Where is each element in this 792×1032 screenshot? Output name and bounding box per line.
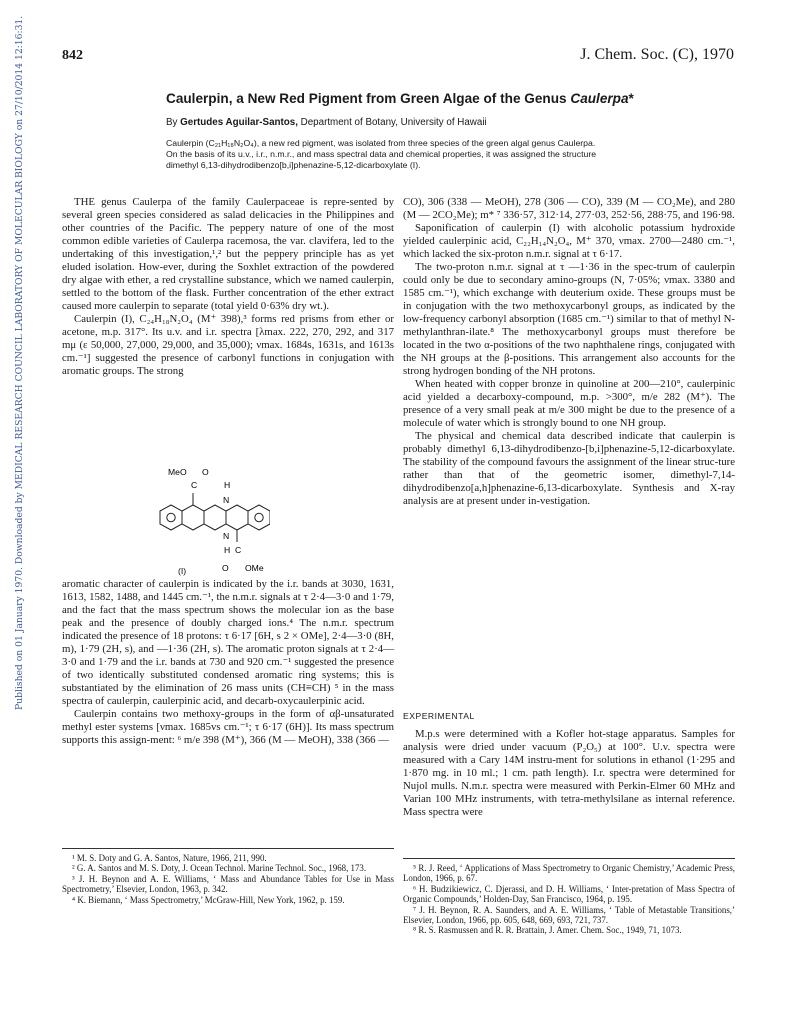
footnote: ⁷ J. H. Beynon, R. A. Saunders, and A. E. Williams, ‘ Table of Metastable Transitions,’ Elsevier, London, 1966, pp. 605, 648, 669, 693, 721, 737.	[403, 904, 735, 926]
label-c-bottom: C	[235, 545, 242, 555]
download-watermark-text: Published on 01 January 1970. Downloaded by MEDICAL RESEARCH COUNCIL LABORATORY OF MOLECULAR BIOLOGY on 27/10/2014 12:16:31.	[14, 15, 25, 710]
label-o-bottom: O	[222, 563, 229, 573]
footnote: ¹ M. S. Doty and G. A. Santos, Nature, 1966, 211, 990.	[72, 853, 267, 863]
abstract-line: On the basis of its u.v., i.r., n.m.r., and mass spectral data and chemical properties, it was assigned the structure	[166, 149, 597, 159]
byline-prefix: By	[166, 117, 181, 128]
abstract-line: dimethyl 6,13-dihydrodibenzo[b,i]phenazine-5,12-dicarboxylate (I).	[166, 160, 421, 170]
label-ome: OMe	[245, 563, 264, 573]
label-n-bottom: N	[223, 531, 230, 541]
footnote: ⁵ R. J. Reed, ‘ Applications of Mass Spectrometry to Organic Chemistry,’ Academic Press, London, 1966, p. 67.	[403, 863, 735, 884]
right-column-top	[403, 196, 735, 508]
page-number: 842	[62, 48, 83, 63]
footnote: ³ J. H. Beynon and A. E. Williams, ‘ Mass and Abundance Tables for Use in Mass Spectrometry,’ Elsevier, London, 1963, p. 342.	[62, 873, 394, 895]
label-h-bottom: H	[224, 545, 231, 555]
author-affiliation: Department of Botany, University of Hawaii	[297, 117, 487, 128]
footnote: ² G. A. Santos and M. S. Doty, J. Ocean Technol. Marine Technol. Soc., 1968, 173.	[72, 863, 367, 874]
label-o-top: O	[202, 467, 209, 477]
footnote-rule-left	[62, 848, 394, 849]
download-watermark	[2, 15, 25, 710]
article-title	[166, 91, 634, 106]
paragraph: M.p.s were determined with a Kofler hot-stage apparatus. Samples for analysis were dried under vacuum (P₂O₅) at 100°. U.v. spectra were measured with a Cary 14M instru-ment for solutions in ethanol (1·295 and 1·870 mg. in 10 ml.; 1 cm. path length). I.r. spectra were determined for Nujol mulls. N.m.r. spectra were measured with Perkin-Elmer 60 MHz and Varian 100 MHz instruments, with tetra-methylsilane as internal reference. Mass spectra were	[403, 728, 735, 818]
footnote: ⁴ K. Biemann, ‘ Mass Spectrometry,’ McGraw-Hill, New York, 1962, p. 159.	[72, 894, 345, 905]
paragraph: aromatic character of caulerpin is indicated by the i.r. bands at 3030, 1631, 1613, 1582, 1488, and 1445 cm.⁻¹, the n.m.r. signals at τ 2·4—3·0 and 1·79, and the fact that the mass spectrum shows the molecular ion as the base peak and the presence of doubly charged ions.⁴ The n.m.r. spectrum indicated the presence of 18 protons: τ 6·17 [6H, s 2 × OMe], 2·4—3·0 (8H, m), 1·79 (2H, s), and —1·36 (2H, s). The aromatic proton signals at τ 2·4—3·0 and 1·79 and the i.r. bands at 730 and 920 cm.⁻¹ suggested the presence of two identically substituted condensed aromatic ring systems; this is substantiated by the elimination of 26 mass units (CH≡CH) ⁵ in the mass spectra of caulerpin, caulerpinic acid, and decarb-oxycaulerpinic acid.	[62, 578, 394, 707]
byline	[166, 117, 487, 128]
paragraph: Caulerpin contains two methoxy-groups in the form of αβ-unsaturated methyl ester systems [νmax. 1685vs cm.⁻¹; τ 6·17 (6H)]. Its mass spectrum supports this assign-ment: ⁶ m/e 398 (M⁺), 366 (M — MeOH), 338 (366 —	[62, 708, 394, 746]
paragraph: When heated with copper bronze in quinoline at 200—210°, caulerpinic acid yielded a decarboxy-compound, m.p. >300°, m/e 282 (M⁺). The presence of a very small peak at m/e 300 might be due to the presence of a molecule of water which is strongly bound to one NH group.	[403, 378, 735, 429]
title-main: Caulerpin, a New Red Pigment from Green Algae of the Genus	[166, 91, 571, 106]
author-name: Gertudes Aguilar-Santos,	[180, 117, 298, 128]
experimental-section	[403, 728, 735, 819]
abstract-line: Caulerpin (C₂₁H₁₈N₂O₄), a new red pigment, was isolated from three species of the green algal genus Caulerpa.	[166, 138, 596, 148]
label-compound: (I)	[178, 566, 187, 576]
title-genus: Caulerpa	[570, 91, 629, 106]
footnote: ⁶ H. Budzikiewicz, C. Djerassi, and D. H. Williams, ‘ Inter-pretation of Mass Spectra of Organic Compounds,’ Holden-Day, San Francisco, 1964, p. 195.	[403, 883, 735, 905]
paragraph: CO), 306 (338 — MeOH), 278 (306 — CO), 339 (M — CO₂Me), and 280 (M — 2CO₂Me); m* ⁷ 336·57, 312·14, 277·03, 252·56, 288·75, and 196·98.	[403, 196, 735, 221]
footnote: ⁸ R. S. Rasmussen and R. R. Brattain, J. Amer. Chem. Soc., 1949, 71, 1073.	[413, 925, 682, 936]
left-column-bottom	[62, 578, 394, 747]
paragraph: Saponification of caulerpin (I) with alcoholic potassium hydroxide yielded caulerpinic acid, C₂₂H₁₄N₂O₄, M⁺ 370, νmax. 2700—2480 cm.⁻¹, which lacked the six-proton n.m.r. signal at τ 6·17.	[403, 222, 735, 260]
label-c-top: C	[191, 480, 198, 490]
paragraph: The physical and chemical data described indicate that caulerpin is probably dimethyl 6,13-dihydrodibenzo-[b,i]phenazine-5,12-dicarboxylate. The stability of the compound favours the assignment of the linear struc-ture rather than that of the geometric isomer, dimethyl-7,14-dihydrodibenzo[a,h]phenazine-6,13-dicarboxylate. Synthesis and X-ray analysis are at present under in-vestigation.	[403, 430, 735, 507]
left-column-top	[62, 196, 394, 378]
caulerpin-structure	[150, 463, 270, 578]
abstract	[166, 138, 736, 171]
label-meo: MeO	[168, 467, 187, 477]
label-h-top: H	[224, 480, 231, 490]
experimental-heading: EXPERIMENTAL	[403, 711, 475, 721]
paragraph: Caulerpin (I), C₂₄H₁₈N₂O₄ (M⁺ 398),³ forms red prisms from ether or acetone, m.p. 317°. Its u.v. and i.r. spectra [λmax. 222, 270, 292, and 317 mμ (ε 50,000, 27,000, 29,000, and 35,000); νmax. 1684s, 1631s, and 1613s cm.⁻¹] suggested the presence of carbonyl functions in conjugation with aromatic groups. The strong	[62, 313, 394, 377]
footnotes-right	[403, 863, 735, 936]
footnotes-left	[62, 853, 394, 905]
paragraph: THE genus Caulerpa of the family Caulerpaceae is repre-sented by several green species considered as salad delicacies in the Philippines and other countries of the Pacific. The peppery nature of one of the most common edible varieties of Caulerpa racemosa, the var. clavifera, led to the undertaking of this investigation,¹,² but the peppery principle has as yet eluded isolation. How-ever, during the Soxhlet extraction of the powdered dry algae with ether, a red crystalline substance, which we named caulerpin, settled to the bottom of the flask. Further concentration of the ether extract caused more caulerpin to separate (total yield 0·63% dry wt.).	[62, 196, 394, 312]
journal-citation: J. Chem. Soc. (C), 1970	[580, 46, 734, 63]
paragraph: The two-proton n.m.r. signal at τ —1·36 in the spec-trum of caulerpin could only be due to secondary amino-groups (N, 7·05%; νmax. 3380 and 1585 cm.⁻¹), which exchange with deuterium oxide. These groups must be in conjugation with the two methoxycarbonyl groups, as indicated by the low-frequency carbonyl absorption (1685 cm.⁻¹) similar to that of methyl N-methylanthran-ilate.⁸ The methoxycarbonyl groups must therefore be located in the two α-positions of the two naphthalene rings, conjugated with the NH groups at the β-positions. This arrangement also accounts for the strong hydrogen bonding of the NH protons.	[403, 261, 735, 377]
label-n-top: N	[223, 495, 230, 505]
footnote-rule-right	[403, 858, 735, 859]
title-footnote-mark: *	[628, 91, 634, 106]
